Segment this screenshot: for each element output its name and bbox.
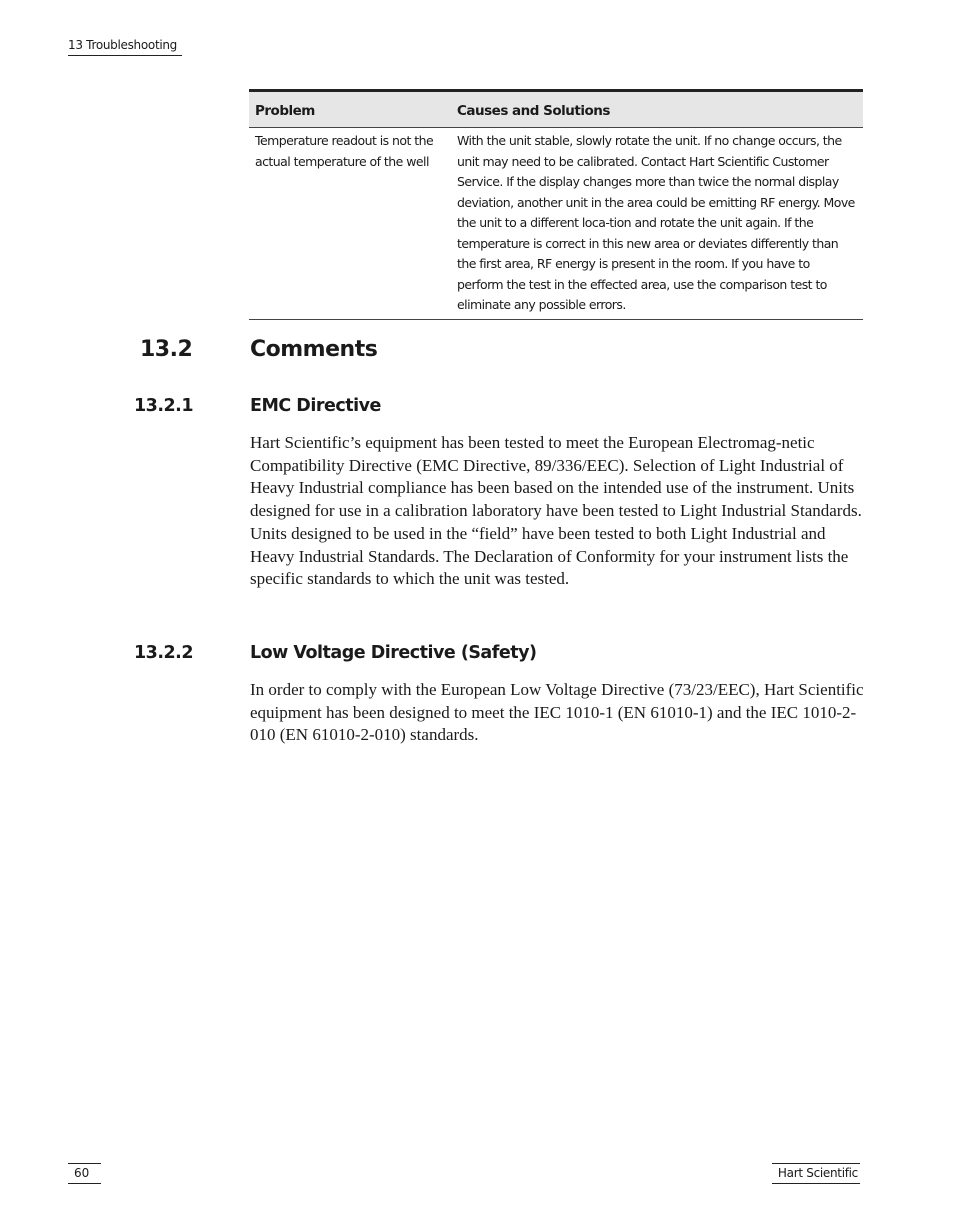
running-header: 13 Troubleshooting xyxy=(68,38,182,56)
section-number: 13.2 xyxy=(140,337,193,362)
subsection-number-lvd: 13.2.2 xyxy=(134,643,194,663)
problem-cell: Temperature readout is not the actual temperature of the well xyxy=(255,133,434,169)
section-title: Comments xyxy=(250,337,378,362)
table-row xyxy=(249,128,863,320)
column-header-problem: Problem xyxy=(249,91,451,128)
lvd-body-text: In order to comply with the European Low Voltage Directive (73/23/EEC), Hart Scientific equipment has been designed to meet the IEC 1010-1 (EN 61010-1) and the IEC 1010-2-010 (EN 61010-2-010) standards. xyxy=(250,680,864,745)
troubleshooting-table xyxy=(249,89,863,320)
subsection-number-emc: 13.2.1 xyxy=(134,396,194,416)
solution-cell: With the unit stable, slowly rotate the unit. If no change occurs, the unit may need to be calibrated. Contact Hart Scientific Customer Service. If the display changes more than twice the normal display deviation, another unit in the area could be emitting RF energy. Move the unit to a different loca-tion and rotate the unit again. If the temperature is correct in this new area or deviates differently than the first area, RF energy is present in the room. If you have to perform the test in the effected area, use the comparison test to eliminate any possible errors. xyxy=(457,133,855,312)
column-header-causes: Causes and Solutions xyxy=(451,91,863,128)
emc-body-text: Hart Scientific’s equipment has been tested to meet the European Electromag-netic Compatibility Directive (EMC Directive, 89/336/EEC). Selection of Light Industrial of Heavy Industrial compliance has been based on the intended use of the instrument. Units designed for use in a calibration laboratory have been tested to Light Industrial Standards. Units designed to be used in the “field” have been tested to both Light Industrial and Heavy Industrial Standards. The Declaration of Conformity for your instrument lists the specific standards to which the unit was tested. xyxy=(250,433,862,589)
subsection-title-emc: EMC Directive xyxy=(250,396,381,416)
footer-brand: Hart Scientific xyxy=(772,1163,860,1184)
table-header-row xyxy=(249,91,863,128)
subsection-title-lvd: Low Voltage Directive (Safety) xyxy=(250,643,537,663)
page-number: 60 xyxy=(68,1163,101,1184)
